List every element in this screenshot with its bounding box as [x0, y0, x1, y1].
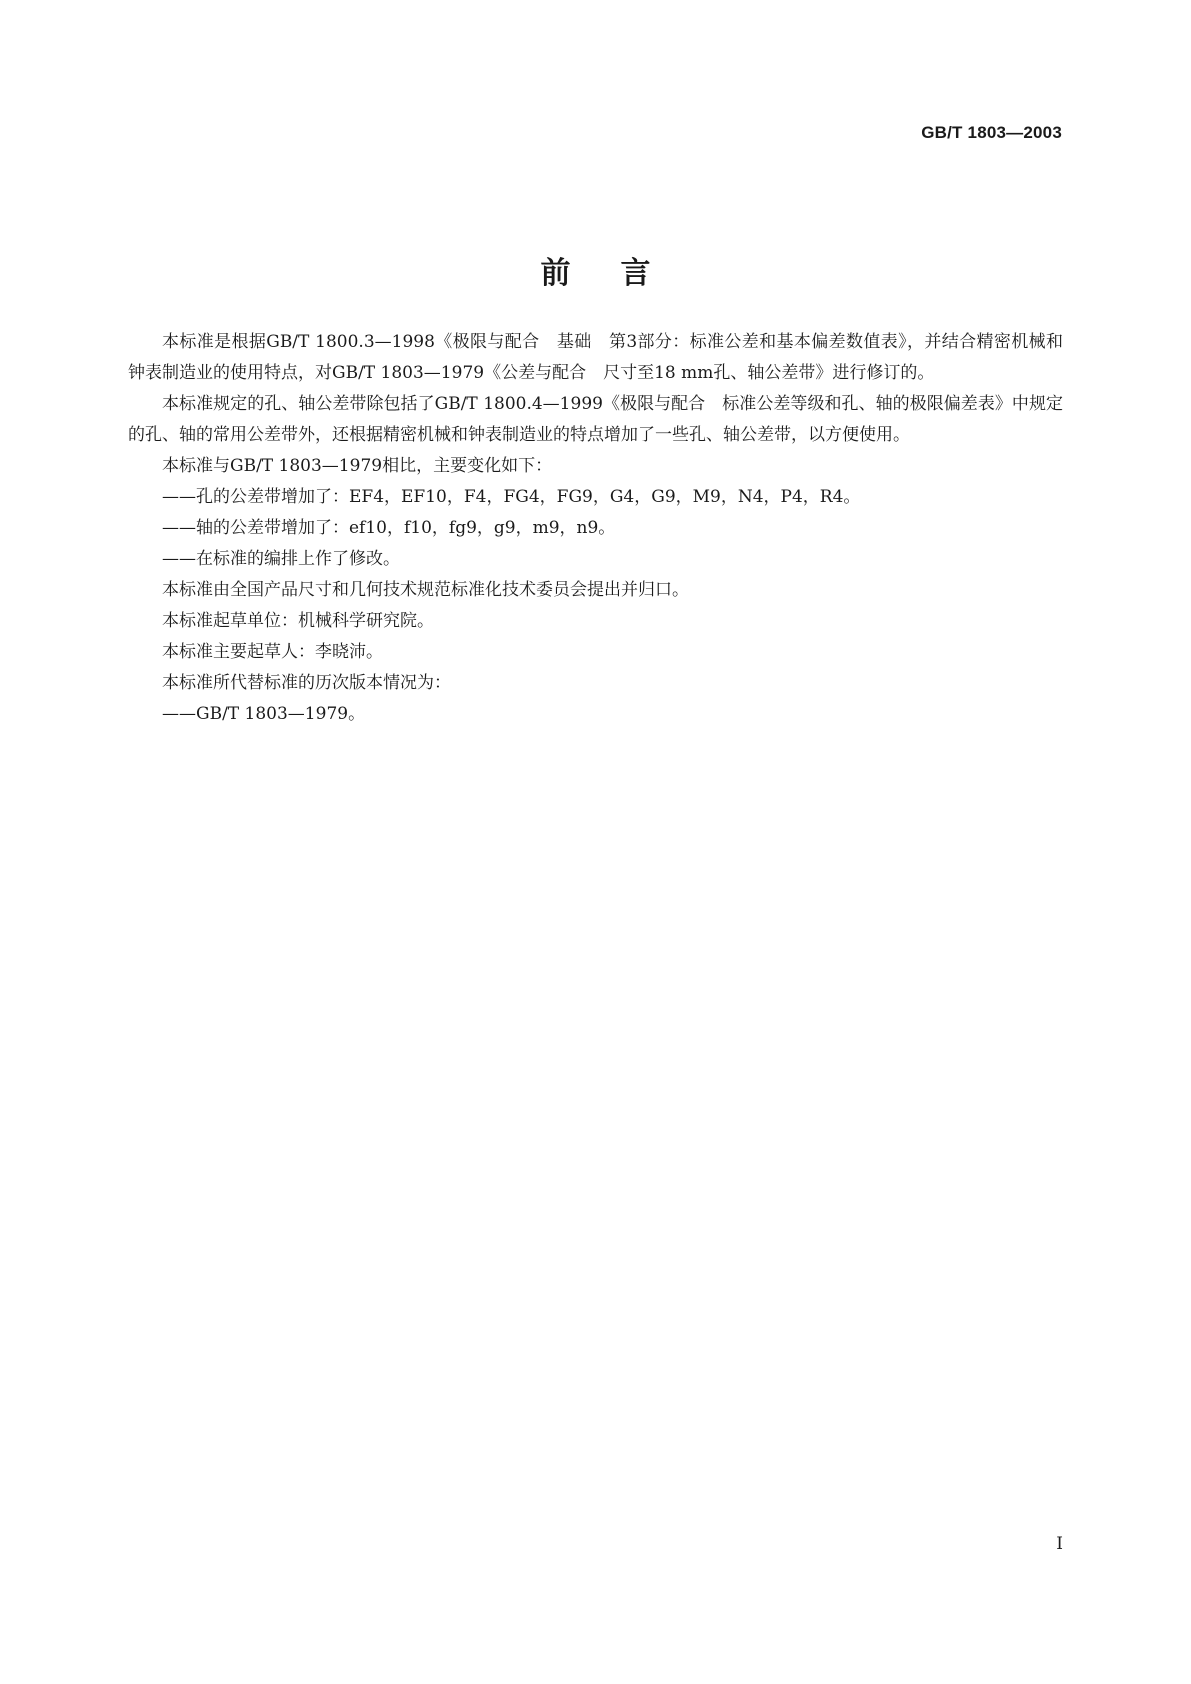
- previous-edition-item: ——GB/T 1803—1979。: [162, 704, 366, 724]
- change-editorial: ——在标准的编排上作了修改。: [162, 549, 400, 569]
- changes-intro: 本标准与GB/T 1803—1979相比，主要变化如下：: [162, 456, 553, 476]
- standard-code: GB/T 1803—2003: [921, 123, 1062, 142]
- page-number: I: [1056, 1534, 1063, 1554]
- change-hole-tolerance: ——孔的公差带增加了：EF4，EF10，F4，FG4，FG9，G4，G9，M9，N4，P4，R4。: [162, 487, 861, 507]
- paragraph-scope: 本标准规定的孔、轴公差带除包括了GB/T 1800.4—1999《极限与配合 标准公差等级和孔、轴的极限偏差表》中规定的孔、轴的常用公差带外，还根据精密机械和钟表制造业的特点增加了一些孔、轴公差带，以方便使用。: [128, 394, 1063, 445]
- main-drafter: 本标准主要起草人：李晓沛。: [162, 642, 383, 662]
- proposing-committee: 本标准由全国产品尺寸和几何技术规范标准化技术委员会提出并归口。: [162, 580, 689, 600]
- previous-editions-intro: 本标准所代替标准的历次版本情况为：: [162, 673, 451, 693]
- paragraph-basis: 本标准是根据GB/T 1800.3—1998《极限与配合 基础 第3部分：标准公差和基本偏差数值表》，并结合精密机械和钟表制造业的使用特点，对GB/T 1803—1979《公差与配合 尺寸至18 mm孔、轴公差带》进行修订的。: [128, 332, 1063, 383]
- change-shaft-tolerance: ——轴的公差带增加了：ef10，f10，fg9，g9，m9，n9。: [162, 518, 616, 538]
- drafting-organization: 本标准起草单位：机械科学研究院。: [162, 611, 434, 631]
- page-title: 前言: [540, 256, 701, 292]
- foreword-body: [128, 327, 1063, 730]
